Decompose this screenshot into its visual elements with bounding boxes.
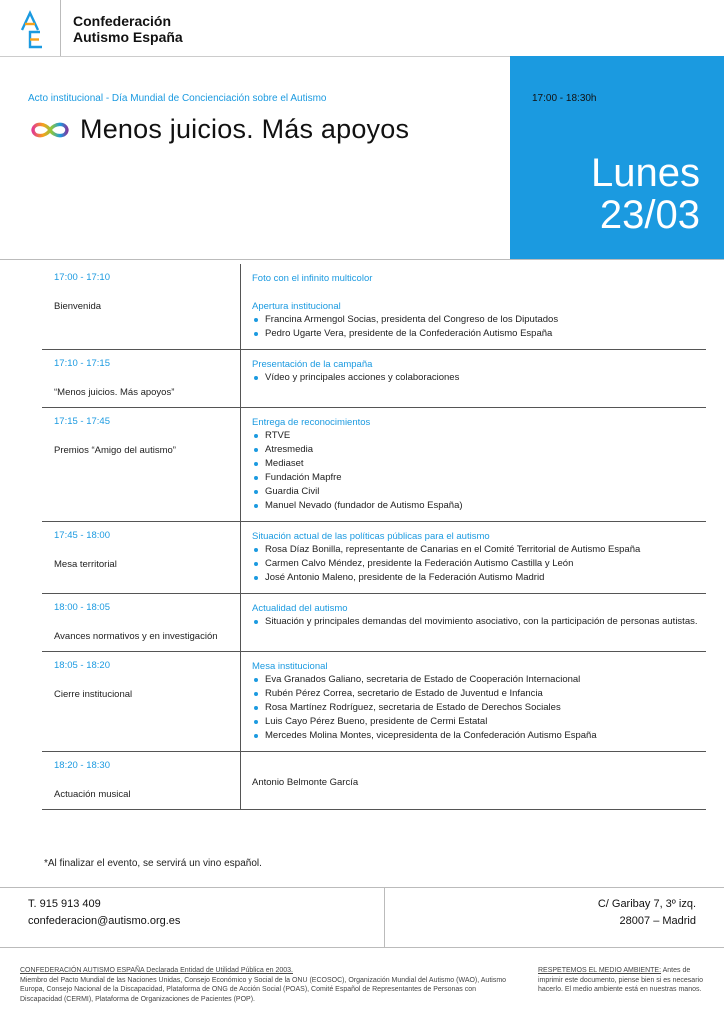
header-divider [0,56,510,57]
agenda-row [42,752,706,810]
agenda-row-right [240,264,706,349]
agenda-top-divider [0,259,724,260]
agenda-section-title: Entrega de reconocimientos [252,417,371,428]
agenda-item: Rubén Pérez Correa, secretario de Estado de Juventud e Infancia [252,687,706,701]
legal-notice [20,966,510,1004]
org-name-line1: Confederación [73,13,172,29]
agenda-time: 17:45 - 18:00 [54,530,110,541]
agenda-row [42,522,706,594]
logo-divider [60,0,61,56]
organization-name [73,13,183,45]
agenda-label: Avances normativos y en investigación [54,631,218,642]
agenda-row-left [42,652,240,751]
contact-column-divider [384,887,385,947]
agenda-item: Guardia Civil [252,485,706,499]
agenda-section-title: Apertura institucional [252,301,341,312]
agenda-row [42,264,706,350]
agenda-item: Carmen Calvo Méndez, presidente la Federación Autismo Castilla y León [252,557,706,571]
agenda-item: Rosa Martínez Rodríguez, secretaria de Estado de Derechos Sociales [252,701,706,715]
agenda-section-title: Situación actual de las políticas públicas para el autismo [252,531,490,542]
agenda-time: 18:20 - 18:30 [54,760,110,771]
contact-top-divider [0,887,724,888]
agenda-label: Cierre institucional [54,689,133,700]
agenda-item: José Antonio Maleno, presidente de la Federación Autismo Madrid [252,571,706,585]
agenda-row-right [240,752,706,809]
contact-email[interactable]: confederacion@autismo.org.es [28,915,181,927]
agenda-row [42,350,706,408]
agenda-item: Situación y principales demandas del movimiento asociativo, con la participación de personas autistas. [252,615,706,629]
contact-street: C/ Garibay 7, 3º izq. [597,898,696,910]
agenda-item: Mediaset [252,457,706,471]
environment-body: Antes de imprimir este documento, piense bien si es necesario hacerlo. El medio ambiente está en nuestras manos. [538,967,703,993]
agenda-item: Luis Cayo Pérez Bueno, presidente de Cermi Estatal [252,715,706,729]
legal-body: Miembro del Pacto Mundial de las Naciones Unidas, Consejo Económico y Social de la ONU (ECOSOC), Organización Mundial del Autismo (WAO), Autismo Europa, Consejo Nacional de la Discapacidad, Plataforma de ONG de Acción Social (POAS), Comité Español de Representantes de Personas con Discapacidad (CERMI), Plataforma de Organizaciones de Pacientes (POP). [20,976,507,1003]
agenda-row [42,594,706,652]
agenda-label: “Menos juicios. Más apoyos” [54,387,175,398]
agenda-row-right [240,408,706,521]
campaign-title: Menos juicios. Más apoyos [80,114,410,144]
legal-heading: CONFEDERACIÓN AUTISMO ESPAÑA Declarada Entidad de Utilidad Pública en 2003. [20,967,293,974]
agenda-item-list [252,429,706,513]
agenda-item: Vídeo y principales acciones y colaboraciones [252,371,706,385]
agenda-row-left [42,408,240,521]
agenda-item: Francina Armengol Socias, presidenta del Congreso de los Diputados [252,313,706,327]
agenda-row-left [42,522,240,593]
event-time: 17:00 - 18:30h [532,93,597,104]
event-date [591,152,700,236]
agenda-label: Premios “Amigo del autismo” [54,445,176,456]
agenda-time: 18:05 - 18:20 [54,660,110,671]
agenda-row-left [42,752,240,809]
agenda-performer: Antonio Belmonte García [252,777,359,788]
agenda-item: RTVE [252,429,706,443]
agenda-label: Mesa territorial [54,559,117,570]
agenda-time: 18:00 - 18:05 [54,602,110,613]
agenda-item: Atresmedia [252,443,706,457]
agenda-label: Actuación musical [54,789,131,800]
agenda-time: 17:15 - 17:45 [54,416,110,427]
agenda-item-list [252,673,706,743]
org-name-line2: Autismo España [73,29,183,45]
agenda-row-right [240,594,706,651]
agenda-table [42,264,706,810]
day-name: Lunes [591,151,700,195]
agenda-item: Mercedes Molina Montes, vicepresidenta de la Confederación Autismo España [252,729,706,743]
agenda-item: Eva Granados Galiano, secretaria de Estado de Cooperación Internacional [252,673,706,687]
agenda-item-list [252,543,706,585]
agenda-row-left [42,264,240,349]
agenda-row-right [240,652,706,751]
agenda-row-left [42,594,240,651]
agenda-time: 17:10 - 17:15 [54,358,110,369]
agenda-item: Pedro Ugarte Vera, presidente de la Confederación Autismo España [252,327,706,341]
agenda-row [42,652,706,752]
agenda-item-list [252,313,706,341]
agenda-row-left [42,350,240,407]
agenda-item: Rosa Díaz Bonilla, representante de Canarias en el Comité Territorial de Autismo España [252,543,706,557]
agenda-item: Manuel Nevado (fundador de Autismo España) [252,499,706,513]
agenda-section-title: Foto con el infinito multicolor [252,273,373,284]
day-date: 23/03 [599,193,700,237]
agenda-item: Fundación Mapfre [252,471,706,485]
agenda-item-list [252,371,706,385]
agenda-section-title: Actualidad del autismo [252,603,348,614]
event-subtitle: Acto institucional - Día Mundial de Concienciación sobre el Autismo [28,93,327,104]
agenda-section-title: Presentación de la campaña [252,359,373,370]
autismo-espana-logo [18,10,48,50]
agenda-row-right [240,350,706,407]
contact-city: 28007 – Madrid [619,915,696,927]
agenda-section-title: Mesa institucional [252,661,328,672]
environment-notice [538,966,708,995]
agenda-row [42,408,706,522]
contact-bottom-divider [0,947,724,948]
agenda-row-right [240,522,706,593]
environment-heading: RESPETEMOS EL MEDIO AMBIENTE: [538,967,662,974]
footnote: *Al finalizar el evento, se servirá un vino español. [44,858,262,869]
infinity-icon [28,119,72,141]
contact-phone: T. 915 913 409 [28,898,101,910]
agenda-label: Bienvenida [54,301,102,312]
agenda-item-list [252,615,706,629]
agenda-time: 17:00 - 17:10 [54,272,110,283]
